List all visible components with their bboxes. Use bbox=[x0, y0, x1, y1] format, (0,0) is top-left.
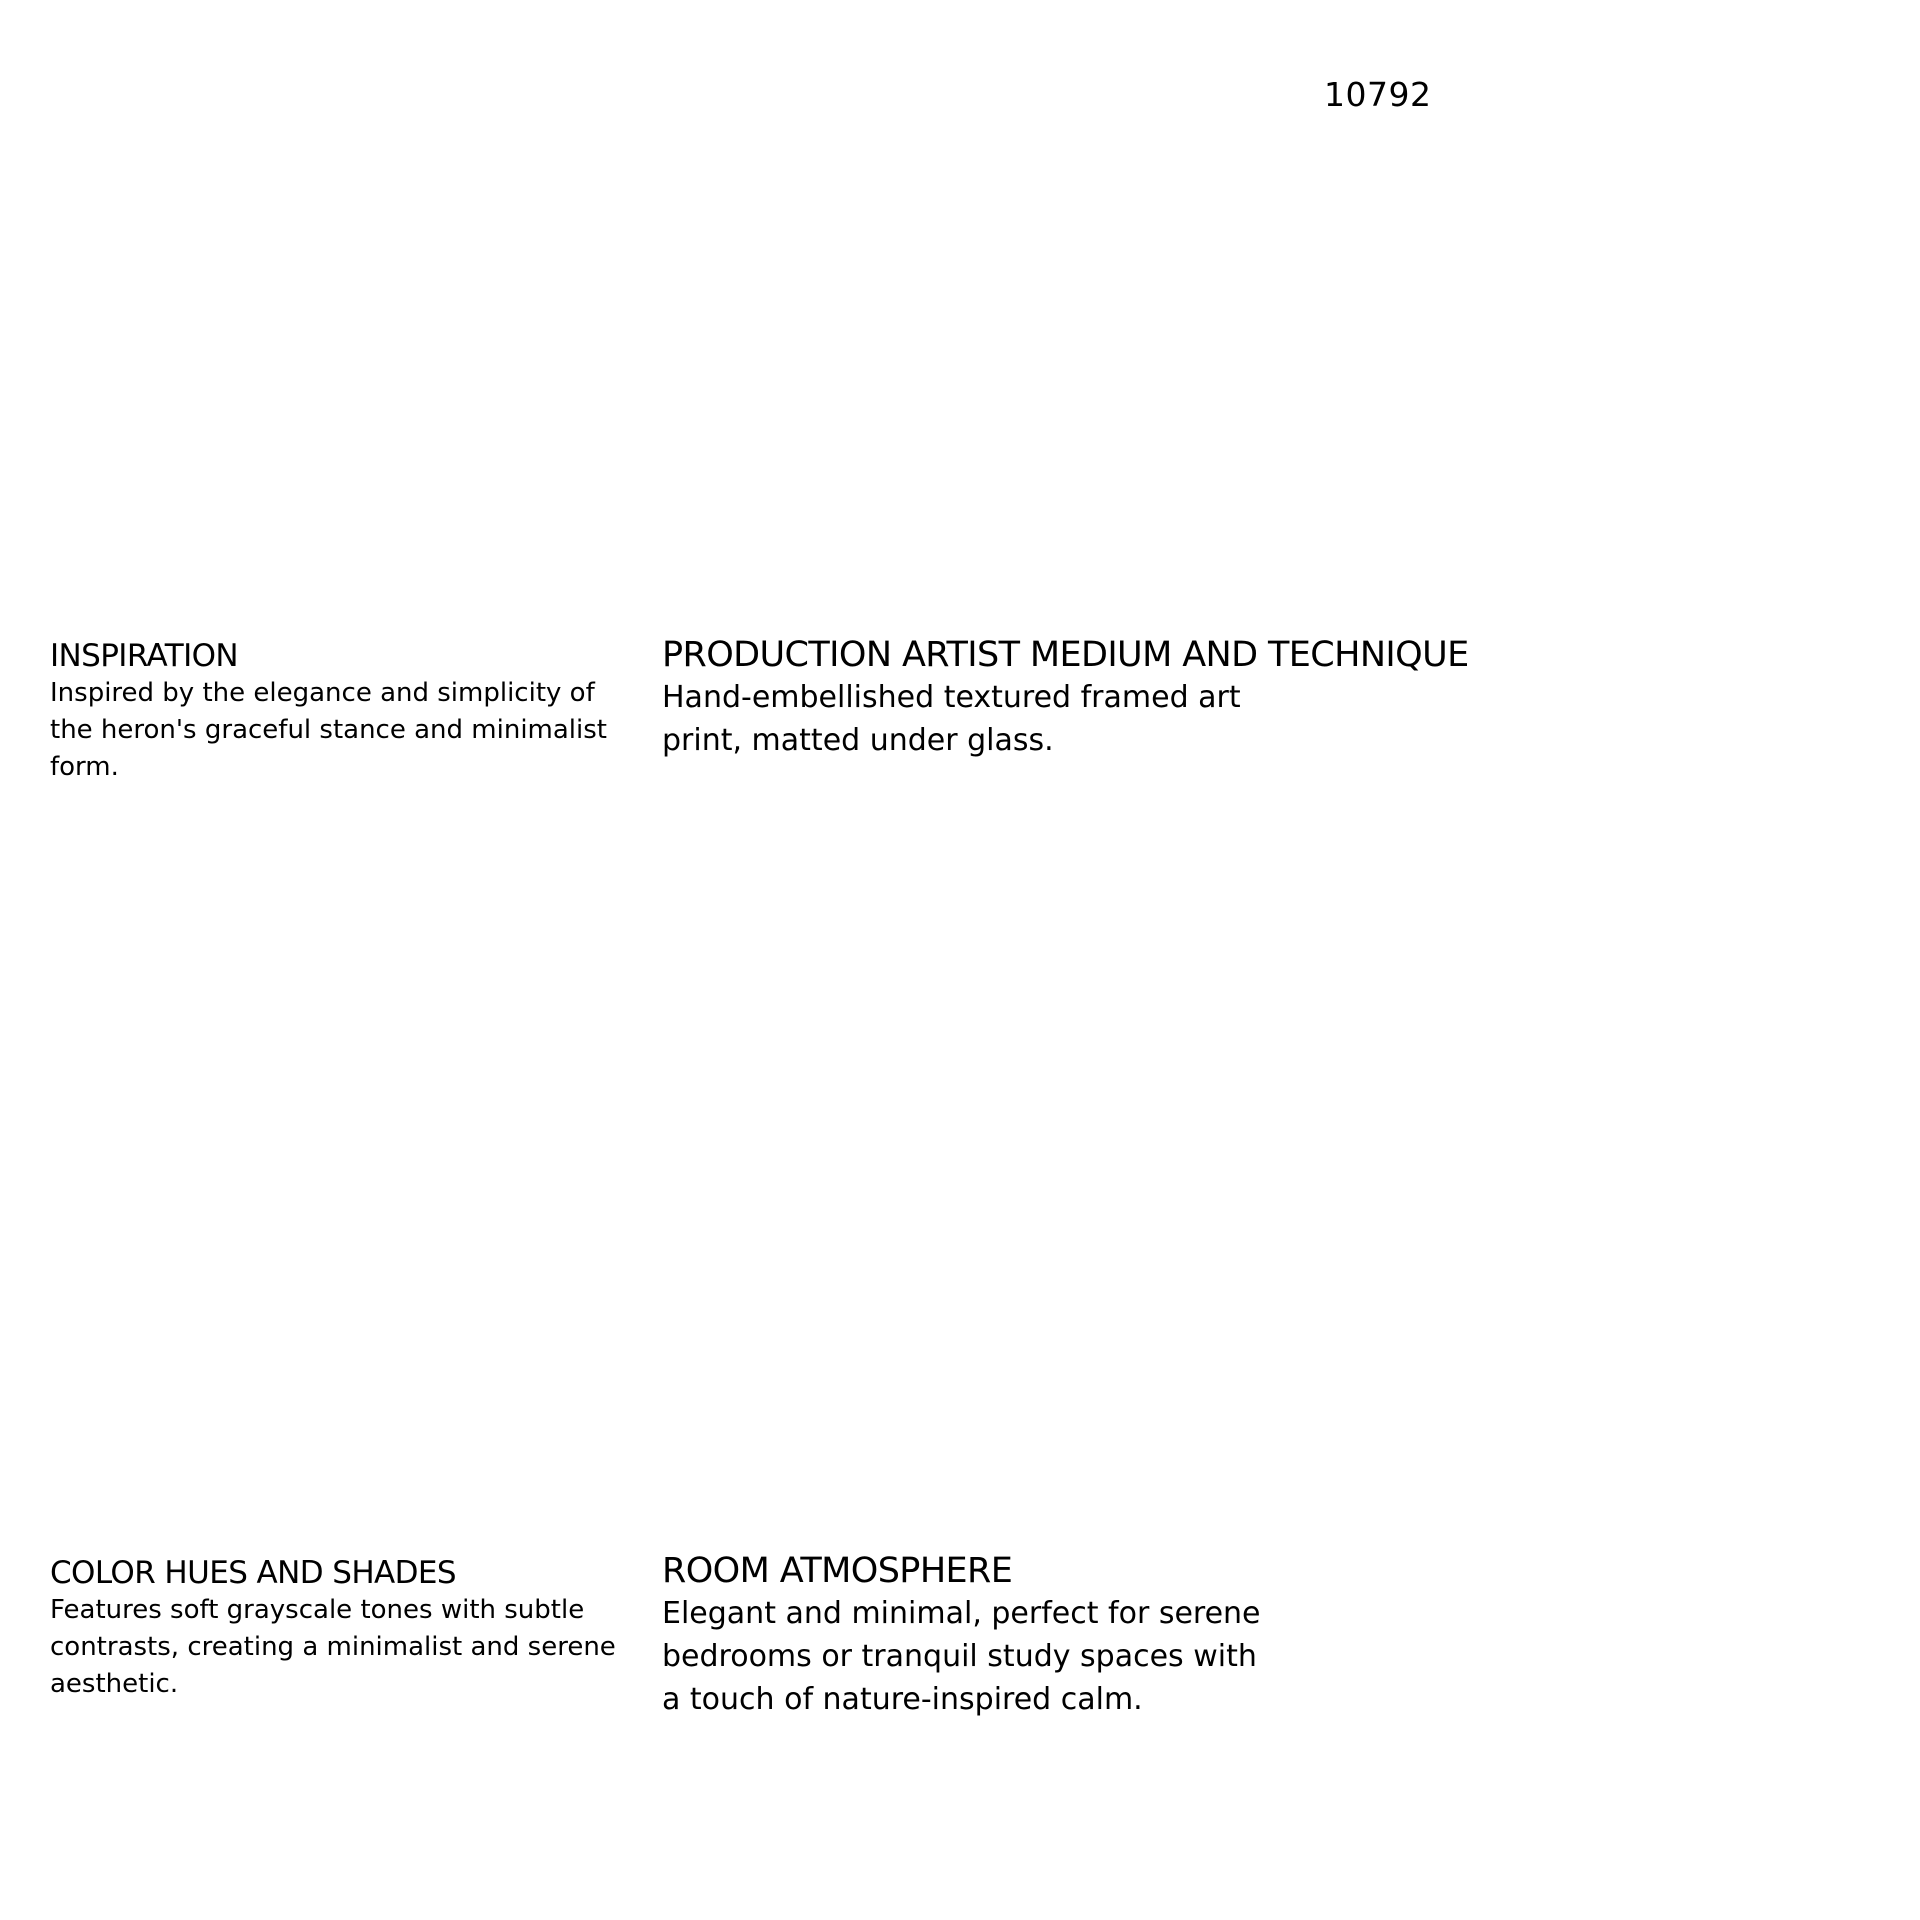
medium-technique-section bbox=[662, 634, 1482, 762]
inspiration-text: Inspired by the elegance and simplicity of the heron's graceful stance and minimalist form. bbox=[50, 678, 607, 783]
inspiration-heading: INSPIRATION bbox=[50, 638, 238, 674]
color-hues-section bbox=[50, 1555, 640, 1703]
color-hues-heading: COLOR HUES AND SHADES bbox=[50, 1555, 456, 1591]
medium-technique-heading: PRODUCTION ARTIST MEDIUM AND TECHNIQUE bbox=[662, 635, 1469, 675]
room-atmosphere-text: Elegant and minimal, perfect for serene bedrooms or tranquil study spaces with a touch of nature-inspired calm. bbox=[662, 1596, 1261, 1717]
color-hues-text: Features soft grayscale tones with subtle contrasts, creating a minimalist and serene aesthetic. bbox=[50, 1595, 616, 1700]
product-code: 10792 bbox=[1324, 75, 1432, 114]
room-atmosphere-section bbox=[662, 1550, 1262, 1721]
medium-technique-text: Hand-embellished textured framed art print, matted under glass. bbox=[662, 680, 1241, 758]
room-atmosphere-heading: ROOM ATMOSPHERE bbox=[662, 1551, 1013, 1591]
inspiration-section bbox=[50, 638, 640, 786]
